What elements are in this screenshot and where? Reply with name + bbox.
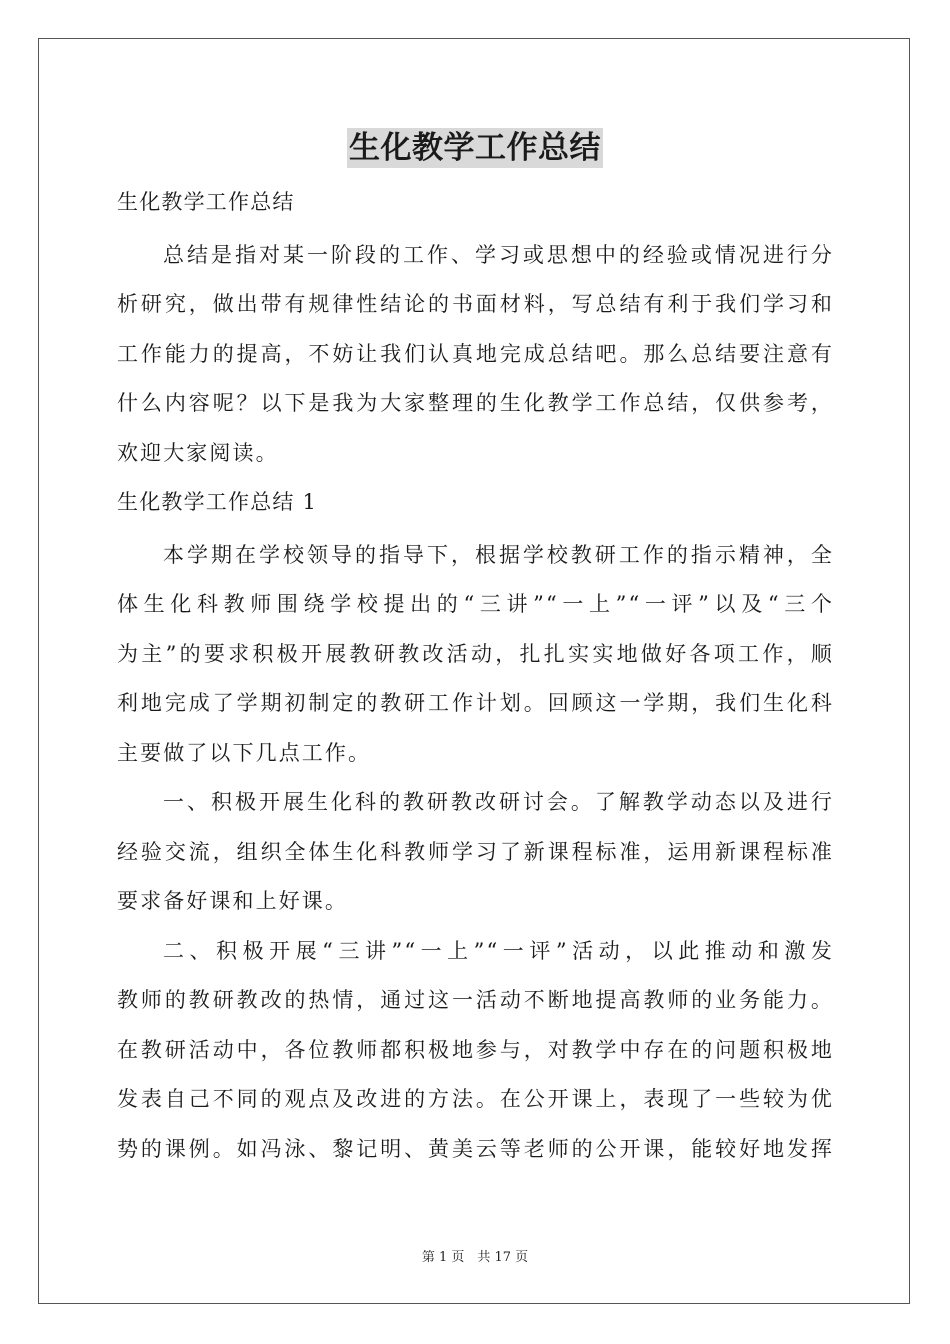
paragraph-line: 一、积极开展生化科的教研教改研讨会。了解教学动态以及进行 [163, 790, 834, 814]
paragraph-line: 利地完成了学期初制定的教研工作计划。回顾这一学期，我们生化科 [117, 691, 834, 715]
paragraph-line: 为主”的要求积极开展教研教改活动，扎扎实实地做好各项工作，顺 [117, 641, 834, 666]
paragraph-line: 体生化科教师围绕学校提出的“三讲”“一上”“一评”以及“三个 [117, 592, 834, 616]
paragraph-line: 发表自己不同的观点及改进的方法。在公开课上，表现了一些较为优 [117, 1087, 834, 1111]
page-footer [0, 1246, 950, 1265]
paragraph-line: 要求备好课和上好课。 [117, 889, 348, 913]
paragraph-line: 教师的教研教改的热情，通过这一活动不断地提高教师的业务能力。 [117, 988, 834, 1012]
paragraph-line: 什么内容呢？以下是我为大家整理的生化教学工作总结，仅供参考， [117, 391, 834, 415]
document-title [0, 128, 950, 172]
document-title-text: 生化教学工作总结 [349, 130, 601, 166]
paragraph-line: 总结是指对某一阶段的工作、学习或思想中的经验或情况进行分 [163, 242, 834, 267]
paragraph-line: 欢迎大家阅读。 [117, 440, 279, 465]
document-subtitle: 生化教学工作总结 [117, 190, 295, 214]
section-heading: 生化教学工作总结 1 [117, 490, 318, 514]
paragraph-line: 工作能力的提高，不妨让我们认真地完成总结吧。那么总结要注意有 [117, 341, 834, 366]
paragraph-3 [117, 927, 834, 1175]
paragraph-line: 经验交流，组织全体生化科教师学习了新课程标准，运用新课程标准 [117, 839, 834, 864]
paragraph-line: 势的课例。如冯泳、黎记明、黄美云等老师的公开课，能较好地发挥 [117, 1136, 834, 1161]
document-body [117, 178, 834, 1174]
paragraph-line: 主要做了以下几点工作。 [117, 740, 372, 765]
paragraph-2 [117, 778, 834, 927]
paragraph-line: 析研究，做出带有规律性结论的书面材料，写总结有利于我们学习和 [117, 292, 834, 316]
page-number: 第 1 页 共 17 页 [421, 1250, 529, 1265]
intro-paragraph [117, 231, 834, 479]
paragraph-line: 在教研活动中，各位教师都积极地参与，对教学中存在的问题积极地 [117, 1037, 834, 1062]
paragraph-line: 二、积极开展“三讲”“一上”“一评”活动，以此推动和激发 [163, 938, 834, 963]
paragraph-1 [117, 531, 834, 779]
paragraph-line: 本学期在学校领导的指导下，根据学校教研工作的指示精神，全 [163, 542, 834, 567]
